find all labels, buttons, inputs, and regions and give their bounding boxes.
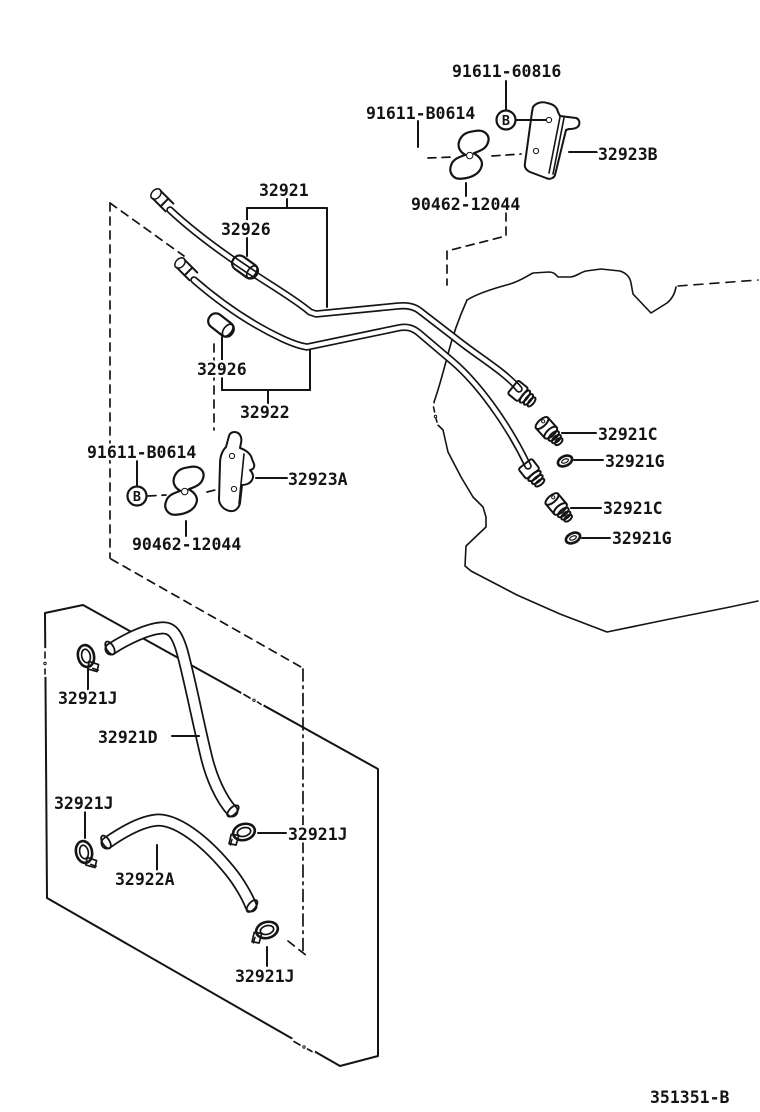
hose-32921D — [103, 628, 240, 819]
part-label-32926-1: 32926 — [221, 220, 271, 239]
part-label-32921C-2: 32921C — [603, 499, 663, 518]
part-label-32921J-1: 32921J — [58, 689, 118, 708]
connector-symbol-b-left — [128, 487, 147, 506]
hose-clamp-32921J-4 — [248, 919, 280, 944]
label-brackets — [222, 199, 610, 538]
upper-clamp-assembly — [418, 81, 597, 196]
lower-box-leaders — [85, 669, 286, 966]
part-label-32923B: 32923B — [598, 145, 658, 164]
figure-code: 351351-B — [650, 1088, 730, 1107]
clamp-90462-left — [164, 463, 205, 519]
part-label-32921C-1: 32921C — [598, 425, 658, 444]
part-label-91611-60816: 91611-60816 — [452, 62, 562, 81]
engine-outline-top — [467, 269, 676, 313]
part-label-32921J-3: 32921J — [288, 825, 348, 844]
engine-outline-left-bottom — [434, 300, 758, 632]
tube-unions-and-orings — [508, 380, 582, 545]
part-label-32923A: 32923A — [288, 470, 348, 489]
left-assembly-leaders — [137, 461, 287, 536]
oring-32921G-1 — [556, 453, 574, 468]
hose-32922A — [99, 820, 259, 914]
oil-cooler-tubes — [149, 187, 528, 466]
part-label-32921D: 32921D — [98, 728, 158, 747]
engine-transmission-outline — [433, 269, 758, 632]
connector-symbol-b-top — [497, 111, 516, 130]
hose-clamp-32921J-3 — [225, 821, 257, 846]
box-break-mark-bottom — [294, 1041, 312, 1052]
upper-assembly-leaders — [418, 81, 597, 196]
dashed-clamp-position-link — [447, 213, 506, 285]
part-label-32921G-1: 32921G — [605, 452, 665, 471]
b-symbol-left: B — [132, 489, 142, 505]
outline-break-mark — [433, 406, 437, 422]
bracket-32923B — [525, 102, 580, 179]
engine-outline-top-dashed — [678, 280, 758, 286]
box-break-mark-top — [244, 694, 261, 704]
part-label-90462-12044-left: 90462-12044 — [132, 535, 242, 554]
bracket-lines-32921 — [247, 199, 327, 307]
oring-32921G-2 — [564, 530, 582, 545]
right-union-leaders — [562, 433, 610, 538]
part-label-91611-B0614-top: 91611-B0614 — [366, 104, 476, 123]
part-label-32921G-2: 32921G — [612, 529, 672, 548]
part-label-91611-B0614-left: 91611-B0614 — [87, 443, 197, 462]
dashed-clamp4-link — [288, 941, 307, 956]
bracket-32923A — [219, 432, 254, 511]
dashed-diagonal-lower — [111, 559, 301, 667]
part-label-32921: 32921 — [259, 181, 309, 200]
part-label-32926-2: 32926 — [197, 360, 247, 379]
grommet-32926-2 — [205, 310, 236, 339]
union-32921C-1 — [534, 415, 567, 449]
part-label-32921J-4: 32921J — [235, 967, 295, 986]
part-label-32922A: 32922A — [115, 870, 175, 889]
clamp-90462-top — [449, 127, 490, 183]
hose-clamp-32921J-2 — [74, 839, 98, 871]
part-labels — [54, 62, 672, 986]
part-label-32921J-2: 32921J — [54, 794, 114, 813]
box-break-mark-left — [44, 651, 46, 674]
part-label-90462-12044-top: 90462-12044 — [411, 195, 521, 214]
part-label-32922: 32922 — [240, 403, 290, 422]
b-symbol-top: B — [501, 113, 511, 129]
